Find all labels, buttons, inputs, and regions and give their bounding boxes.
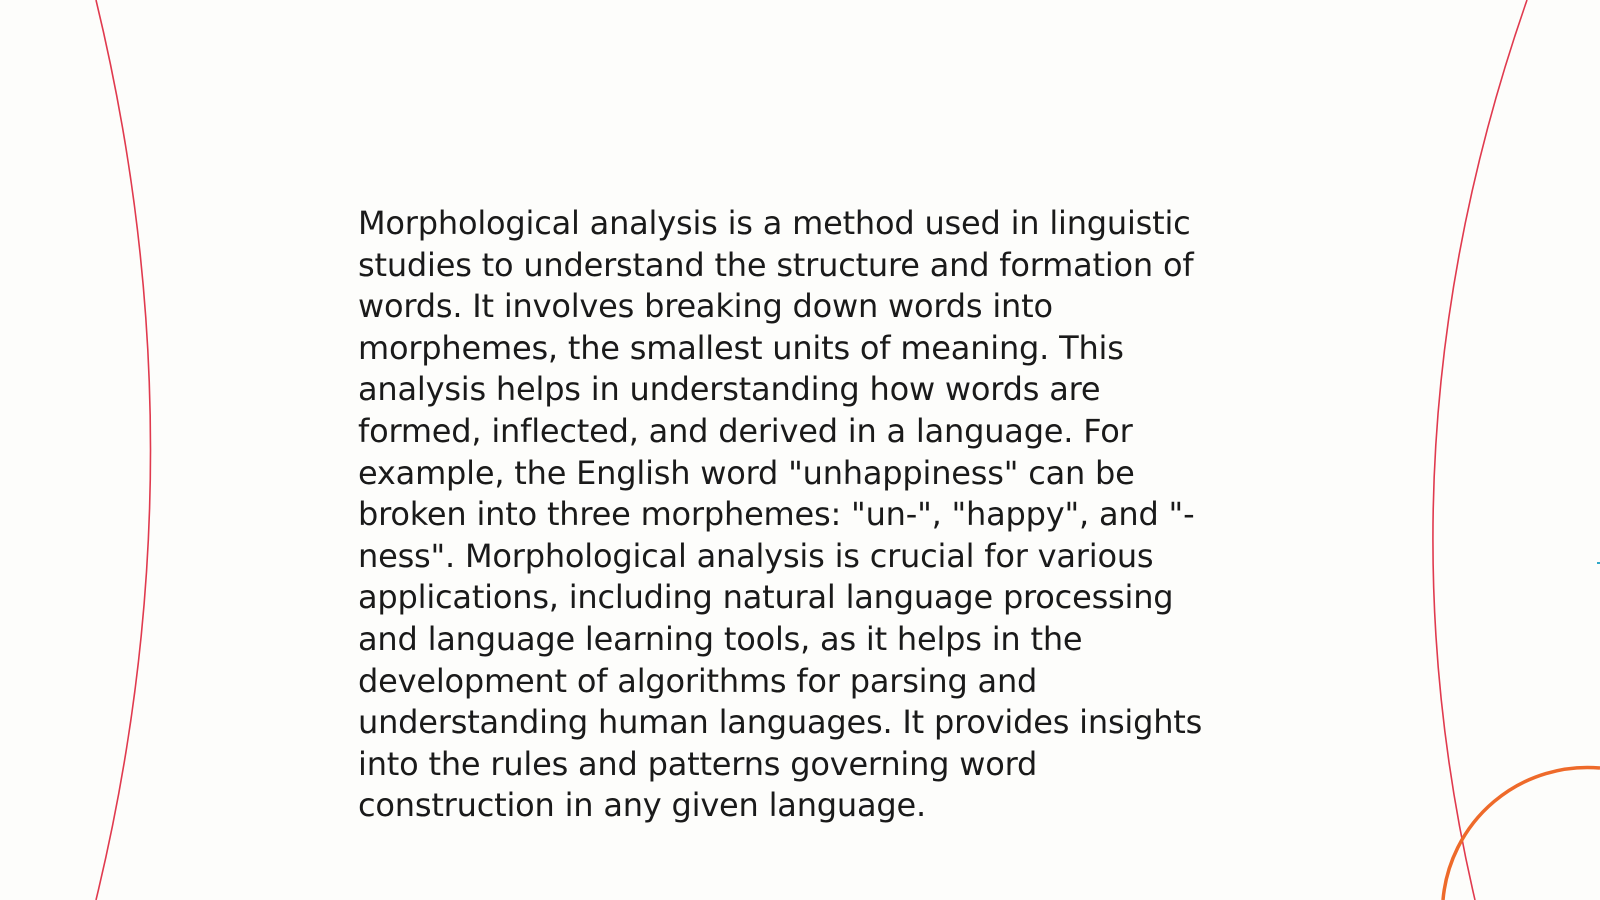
right-frame-curve [1433,0,1527,900]
body-paragraph: Morphological analysis is a method used in linguistic studies to understand the structure and formation of words. It involves breaking down words into morphemes, the smallest units of meaning. This analysis helps in understanding how words are formed, inflected, and derived in a language. For example, the English word "unhappiness" can be broken into three morphemes: "un-", "happy", and "- ness". Morphological analysis is crucial for various applications, including natural language processing and language learning tools, as it helps in the development of algorithms for parsing and understanding human languages. It provides insights into the rules and patterns governing word construction in any given language. [358,204,1203,825]
left-frame-curve [96,0,151,900]
orange-accent-arc [1443,767,1600,900]
